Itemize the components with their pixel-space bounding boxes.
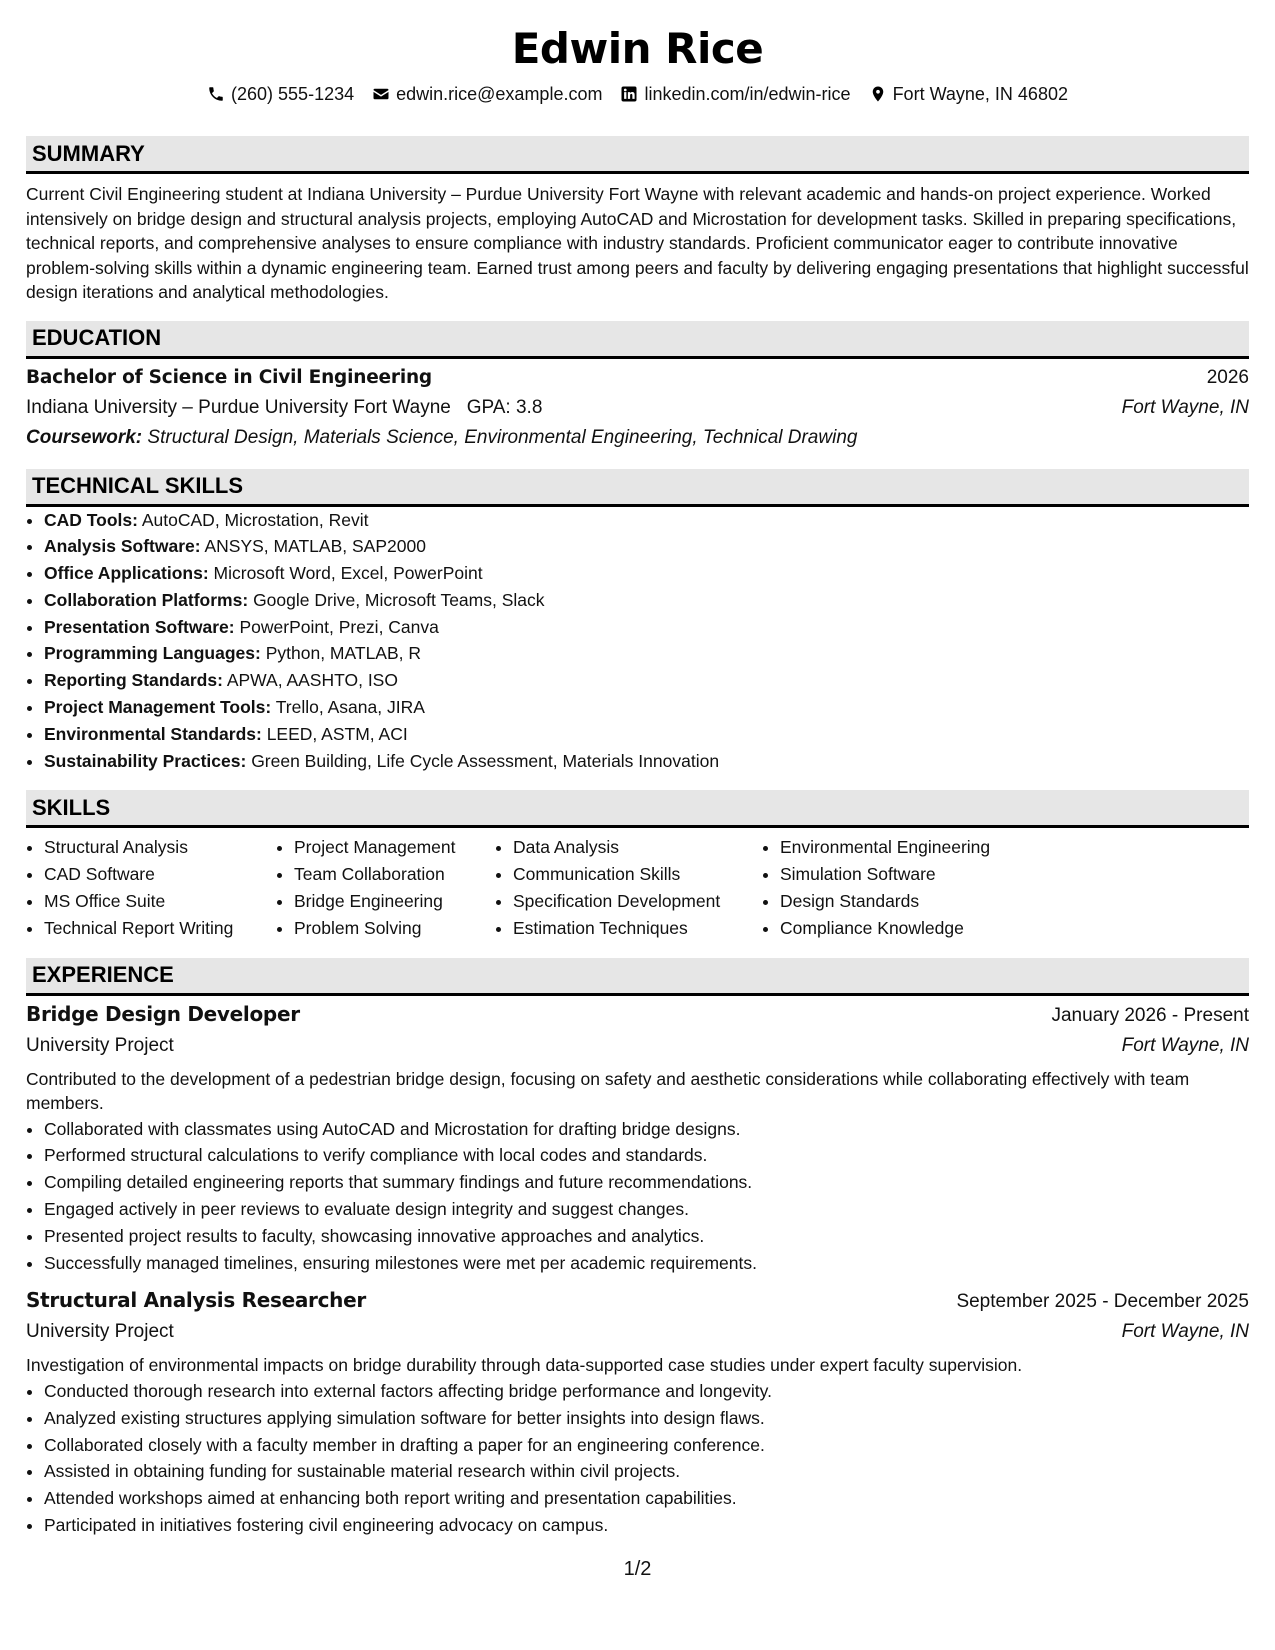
list-item: • Collaborated with classmates using AutoCAD and Microstation for drafting bridge designs. [44, 1116, 1249, 1143]
skills-column-1 [26, 834, 276, 941]
skills-section [26, 790, 1249, 941]
list-item: • Attended workshops aimed at enhancing both report writing and presentation capabilities. [44, 1485, 1249, 1512]
list-item: • MS Office Suite [44, 888, 276, 915]
list-item: • Technical Report Writing [44, 915, 276, 942]
skill-label: Programming Languages: [44, 643, 261, 664]
phone-text: (260) 555-1234 [231, 84, 355, 104]
education-section [26, 321, 1249, 453]
contact-email[interactable] [372, 82, 602, 106]
job-org: University Project [26, 1321, 174, 1343]
list-item [44, 533, 1249, 560]
school-location: Fort Wayne, IN [1121, 396, 1249, 418]
candidate-name: Edwin Rice [511, 24, 764, 73]
list-item: • Simulation Software [780, 861, 990, 888]
job-org: University Project [26, 1034, 174, 1056]
list-item: • Data Analysis [513, 834, 762, 861]
technical-skills-section [26, 469, 1249, 775]
skill-value: Python, MATLAB, R [265, 643, 422, 664]
contact-phone [207, 82, 354, 106]
list-item [44, 560, 1249, 587]
coursework-label: Coursework: [26, 426, 143, 448]
skill-label: CAD Tools: [44, 509, 138, 530]
coursework-list: Structural Design, Materials Science, Environmental Engineering, Technical Drawing [147, 426, 858, 448]
map-pin-icon [869, 85, 887, 103]
list-item: • CAD Software [44, 861, 276, 888]
job-dates: January 2026 - Present [1051, 1004, 1249, 1026]
list-item: • Collaborated closely with a faculty member in drafting a paper for an engineering conference. [44, 1432, 1249, 1459]
list-item: • Structural Analysis [44, 834, 276, 861]
list-item: • Specification Development [513, 888, 762, 915]
list-item [44, 748, 1249, 775]
skills-column-4 [762, 834, 990, 941]
degree-title: Bachelor of Science in Civil Engineering [26, 366, 432, 388]
resume-content [26, 136, 1249, 1555]
skill-value: Google Drive, Microsoft Teams, Slack [253, 589, 545, 610]
job-row-title [26, 998, 1249, 1031]
skill-value: Trello, Asana, JIRA [275, 697, 425, 718]
skill-label: Reporting Standards: [44, 670, 223, 691]
list-item: • Problem Solving [294, 915, 495, 942]
list-item: • Performed structural calculations to verify compliance with local codes and standards. [44, 1142, 1249, 1169]
skill-label: Collaboration Platforms: [44, 589, 249, 610]
skill-value: AutoCAD, Microstation, Revit [141, 509, 369, 530]
list-item: • Compiling detailed engineering reports that summary findings and future recommendations. [44, 1169, 1249, 1196]
list-item: • Team Collaboration [294, 861, 495, 888]
list-item [44, 694, 1249, 721]
job-description: Contributed to the development of a pedestrian bridge design, focusing on safety and aesthetic considerations while collaborating effectively with team members. [26, 1068, 1190, 1114]
job-entry [26, 998, 1249, 1277]
school-line [26, 393, 542, 423]
skill-label: Project Management Tools: [44, 697, 272, 718]
summary-text: Current Civil Engineering student at Indiana University – Purdue University Fort Wayne with relevant academic and hands-on project experience. Worked intensively on bridge design and structural analysis projects, employing AutoCAD and Microstation for development tasks. Skilled in preparing specifications, technical reports, and comprehensive analyses to ensure compliance with industry standards. Proficient communicator eager to contribute innovative problem-solving skills within a dynamic engineering team. Earned trust among peers and faculty by delivering engaging presentations that highlight successful design iterations and analytical methodologies. [26, 184, 1249, 302]
skill-value: Microsoft Word, Excel, PowerPoint [213, 563, 483, 584]
page-number: 1/2 [623, 1558, 652, 1580]
job-entry [26, 1284, 1249, 1538]
list-item [44, 587, 1249, 614]
job-row-title [26, 1284, 1249, 1317]
job-bullets [26, 1116, 1249, 1277]
job-bullets [26, 1378, 1249, 1539]
summary-section [26, 136, 1249, 305]
list-item: • Participated in initiatives fostering civil engineering advocacy on campus. [44, 1512, 1249, 1539]
list-item: • Analyzed existing structures applying simulation software for better insights into design flaws. [44, 1405, 1249, 1432]
job-row-org [26, 1031, 1249, 1061]
job-location: Fort Wayne, IN [1121, 1321, 1249, 1343]
list-item: • Project Management [294, 834, 495, 861]
skills-column-3 [495, 834, 762, 941]
job-title: Structural Analysis Researcher [26, 1288, 366, 1313]
job-description: Investigation of environmental impacts on bridge durability through data-supported case studies under expert faculty supervision. [26, 1355, 1023, 1376]
skill-label: Presentation Software: [44, 616, 235, 637]
section-heading: EXPERIENCE [26, 958, 1249, 996]
email-text: edwin.rice@example.com [396, 84, 603, 104]
resume-header [0, 0, 1275, 106]
section-heading: SUMMARY [26, 136, 1249, 174]
job-row-org [26, 1317, 1249, 1347]
graduation-year: 2026 [1206, 366, 1249, 388]
skill-value: APWA, AASHTO, ISO [226, 670, 398, 691]
skills-column-2 [276, 834, 495, 941]
section-heading: TECHNICAL SKILLS [26, 469, 1249, 507]
job-dates: September 2025 - December 2025 [956, 1291, 1249, 1313]
list-item [44, 721, 1249, 748]
list-item [44, 614, 1249, 641]
skill-label: Environmental Standards: [44, 723, 262, 744]
school-name: Indiana University – Purdue University Fort Wayne [26, 396, 451, 418]
skill-label: Office Applications: [44, 563, 209, 584]
linkedin-icon [620, 85, 638, 103]
job-title: Bridge Design Developer [26, 1001, 300, 1026]
skill-value: ANSYS, MATLAB, SAP2000 [204, 536, 426, 557]
skill-label: Analysis Software: [44, 536, 201, 557]
list-item [44, 640, 1249, 667]
list-item: • Engaged actively in peer reviews to evaluate design integrity and suggest changes. [44, 1196, 1249, 1223]
list-item: • Communication Skills [513, 861, 762, 888]
list-item [44, 667, 1249, 694]
list-item: • Assisted in obtaining funding for sustainable material research within civil projects. [44, 1458, 1249, 1485]
list-item: • Compliance Knowledge [780, 915, 990, 942]
skill-value: PowerPoint, Prezi, Canva [239, 616, 439, 637]
section-heading: SKILLS [26, 790, 1249, 828]
list-item [44, 507, 1249, 534]
skills-grid [26, 834, 1249, 941]
list-item: • Environmental Engineering [780, 834, 990, 861]
envelope-icon [372, 85, 390, 103]
skill-label: Sustainability Practices: [44, 750, 247, 771]
list-item: • Bridge Engineering [294, 888, 495, 915]
contact-location [869, 82, 1068, 106]
phone-icon [207, 85, 225, 103]
location-text: Fort Wayne, IN 46802 [892, 84, 1068, 104]
list-item: • Conducted thorough research into external factors affecting bridge performance and longevity. [44, 1378, 1249, 1405]
section-heading: EDUCATION [26, 321, 1249, 359]
linkedin-text: linkedin.com/in/edwin-rice [644, 84, 851, 104]
list-item: • Presented project results to faculty, showcasing innovative approaches and analytics. [44, 1223, 1249, 1250]
contact-bar [0, 82, 1275, 106]
education-row-degree [26, 363, 1249, 393]
experience-section [26, 958, 1249, 1539]
skill-value: Green Building, Life Cycle Assessment, Materials Innovation [251, 750, 720, 771]
skill-value: LEED, ASTM, ACI [266, 723, 408, 744]
list-item: • Estimation Techniques [513, 915, 762, 942]
contact-linkedin[interactable] [620, 82, 850, 106]
technical-skills-list [26, 507, 1249, 775]
education-row-school [26, 393, 1249, 423]
gpa: GPA: 3.8 [466, 396, 543, 418]
list-item: • Design Standards [780, 888, 990, 915]
job-location: Fort Wayne, IN [1121, 1034, 1249, 1056]
coursework-line [26, 423, 1249, 453]
list-item: • Successfully managed timelines, ensuring milestones were met per academic requirements. [44, 1250, 1249, 1277]
